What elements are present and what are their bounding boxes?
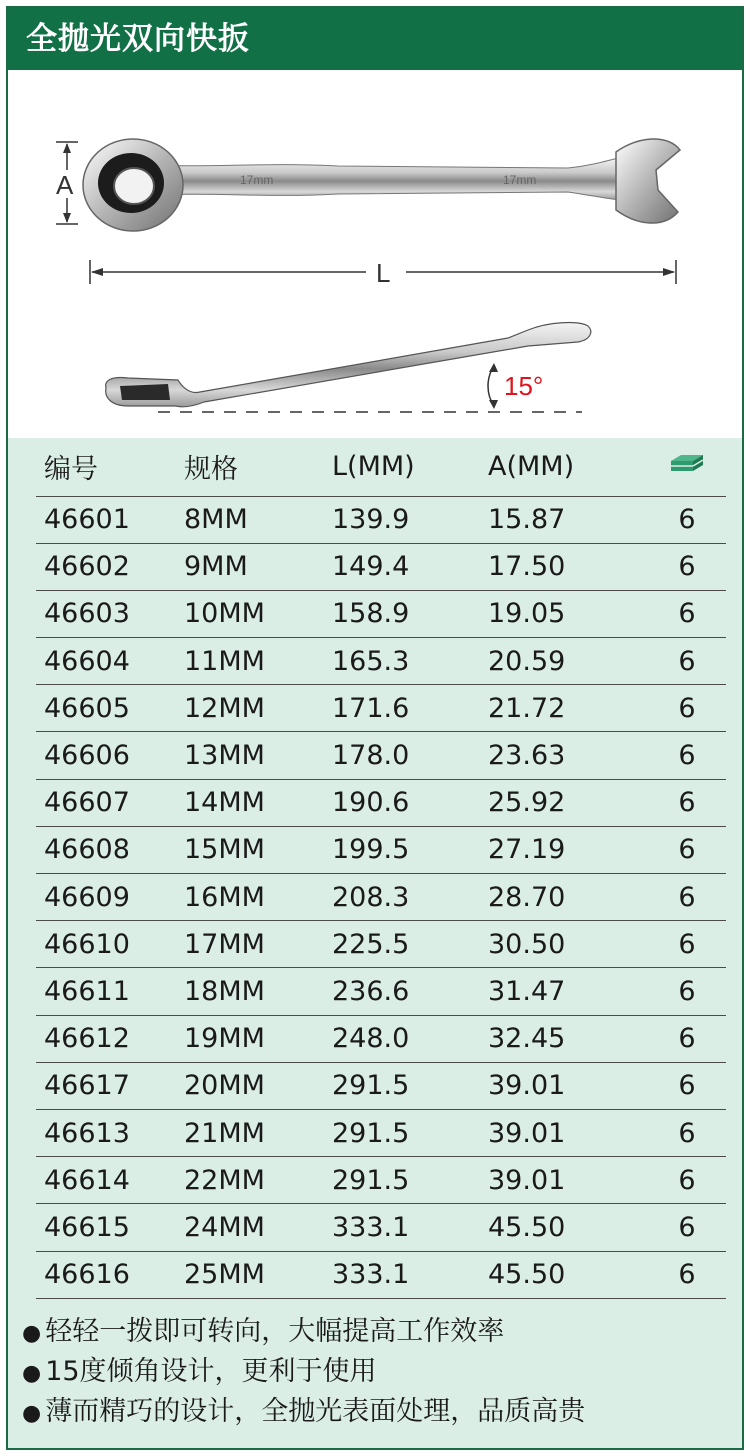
cell-length: 291.5 — [332, 1157, 488, 1204]
cell-pack-qty: 6 — [648, 638, 726, 685]
cell-code: 46603 — [36, 590, 184, 637]
cell-a: 25.92 — [488, 779, 648, 826]
page-title: 全抛光双向快扳 — [8, 8, 742, 70]
cell-length: 165.3 — [332, 638, 488, 685]
cell-code: 46601 — [36, 496, 184, 543]
cell-a: 39.01 — [488, 1062, 648, 1109]
cell-code: 46609 — [36, 874, 184, 921]
cell-pack-qty: 6 — [648, 1015, 726, 1062]
table-row — [36, 1157, 726, 1204]
cell-spec: 14MM — [184, 779, 332, 826]
cell-pack-qty: 6 — [648, 1109, 726, 1156]
table-row — [36, 1204, 726, 1251]
cell-length: 248.0 — [332, 1015, 488, 1062]
cell-spec: 19MM — [184, 1015, 332, 1062]
table-row — [36, 874, 726, 921]
feature-note — [22, 1392, 722, 1432]
cell-code: 46604 — [36, 638, 184, 685]
shank-marking-left: 17mm — [240, 173, 274, 187]
bullet-icon: ● — [22, 1401, 42, 1426]
cell-length: 208.3 — [332, 874, 488, 921]
cell-length: 190.6 — [332, 779, 488, 826]
cell-code: 46613 — [36, 1109, 184, 1156]
bullet-icon: ● — [22, 1321, 42, 1346]
cell-code: 46612 — [36, 1015, 184, 1062]
cell-pack-qty: 6 — [648, 968, 726, 1015]
cell-length: 291.5 — [332, 1062, 488, 1109]
cell-code: 46611 — [36, 968, 184, 1015]
stacked-box-icon — [667, 451, 707, 475]
header-code: 编号 — [36, 438, 184, 496]
cell-spec: 16MM — [184, 874, 332, 921]
cell-a: 32.45 — [488, 1015, 648, 1062]
table-row — [36, 638, 726, 685]
cell-pack-qty: 6 — [648, 543, 726, 590]
cell-a: 39.01 — [488, 1109, 648, 1156]
label-a: A — [56, 170, 74, 200]
feature-note — [22, 1312, 722, 1352]
feature-note-text: 轻轻一拨即可转向，大幅提高工作效率 — [45, 1316, 505, 1347]
cell-length: 158.9 — [332, 590, 488, 637]
cell-a: 17.50 — [488, 543, 648, 590]
cell-pack-qty: 6 — [648, 1062, 726, 1109]
header-a: A(MM) — [488, 438, 648, 496]
cell-pack-qty: 6 — [648, 496, 726, 543]
feature-note-text: 15度倾角设计，更利于使用 — [45, 1356, 377, 1387]
table-row — [36, 732, 726, 779]
cell-spec: 25MM — [184, 1251, 332, 1298]
cell-length: 236.6 — [332, 968, 488, 1015]
table-row — [36, 1015, 726, 1062]
cell-code: 46615 — [36, 1204, 184, 1251]
cell-a: 45.50 — [488, 1251, 648, 1298]
label-angle: 15° — [504, 371, 544, 401]
cell-length: 149.4 — [332, 543, 488, 590]
cell-code: 46617 — [36, 1062, 184, 1109]
cell-pack-qty: 6 — [648, 779, 726, 826]
cell-code: 46610 — [36, 921, 184, 968]
cell-a: 31.47 — [488, 968, 648, 1015]
spec-table — [36, 438, 726, 1299]
cell-spec: 11MM — [184, 638, 332, 685]
wrench-top-view — [83, 139, 680, 231]
table-row — [36, 968, 726, 1015]
cell-spec: 18MM — [184, 968, 332, 1015]
table-row — [36, 496, 726, 543]
cell-pack-qty: 6 — [648, 1204, 726, 1251]
cell-length: 171.6 — [332, 685, 488, 732]
cell-a: 20.59 — [488, 638, 648, 685]
dimension-l — [90, 258, 676, 288]
wrench-diagram — [8, 70, 742, 438]
cell-pack-qty: 6 — [648, 874, 726, 921]
table-row — [36, 1062, 726, 1109]
cell-pack-qty: 6 — [648, 685, 726, 732]
table-row — [36, 543, 726, 590]
feature-notes — [22, 1312, 722, 1432]
table-row — [36, 779, 726, 826]
cell-length: 333.1 — [332, 1251, 488, 1298]
table-row — [36, 921, 726, 968]
cell-code: 46616 — [36, 1251, 184, 1298]
cell-a: 23.63 — [488, 732, 648, 779]
cell-code: 46606 — [36, 732, 184, 779]
cell-spec: 10MM — [184, 590, 332, 637]
cell-length: 199.5 — [332, 826, 488, 873]
cell-length: 225.5 — [332, 921, 488, 968]
cell-length: 139.9 — [332, 496, 488, 543]
cell-spec: 20MM — [184, 1062, 332, 1109]
cell-pack-qty: 6 — [648, 1157, 726, 1204]
cell-spec: 8MM — [184, 496, 332, 543]
table-row — [36, 1251, 726, 1298]
product-drawing — [8, 70, 742, 438]
cell-spec: 17MM — [184, 921, 332, 968]
cell-spec: 24MM — [184, 1204, 332, 1251]
cell-pack-qty: 6 — [648, 732, 726, 779]
cell-pack-qty: 6 — [648, 826, 726, 873]
table-row — [36, 685, 726, 732]
feature-note — [22, 1352, 722, 1392]
cell-spec: 12MM — [184, 685, 332, 732]
cell-spec: 22MM — [184, 1157, 332, 1204]
cell-code: 46608 — [36, 826, 184, 873]
cell-length: 178.0 — [332, 732, 488, 779]
cell-pack-qty: 6 — [648, 590, 726, 637]
cell-spec: 21MM — [184, 1109, 332, 1156]
cell-code: 46605 — [36, 685, 184, 732]
header-spec: 规格 — [184, 438, 332, 496]
cell-pack-qty: 6 — [648, 921, 726, 968]
product-frame — [6, 6, 744, 1450]
cell-code: 46607 — [36, 779, 184, 826]
cell-a: 30.50 — [488, 921, 648, 968]
cell-a: 28.70 — [488, 874, 648, 921]
table-row — [36, 590, 726, 637]
cell-a: 15.87 — [488, 496, 648, 543]
cell-length: 291.5 — [332, 1109, 488, 1156]
cell-a: 19.05 — [488, 590, 648, 637]
header-pack — [648, 438, 726, 496]
table-row — [36, 826, 726, 873]
table-header-row — [36, 438, 726, 496]
table-row — [36, 1109, 726, 1156]
cell-spec: 15MM — [184, 826, 332, 873]
cell-a: 27.19 — [488, 826, 648, 873]
bullet-icon: ● — [22, 1361, 42, 1386]
label-l: L — [376, 258, 391, 288]
cell-a: 21.72 — [488, 685, 648, 732]
feature-note-text: 薄而精巧的设计，全抛光表面处理，品质高贵 — [45, 1396, 586, 1427]
header-length: L(MM) — [332, 438, 488, 496]
cell-code: 46602 — [36, 543, 184, 590]
cell-pack-qty: 6 — [648, 1251, 726, 1298]
cell-spec: 13MM — [184, 732, 332, 779]
cell-a: 39.01 — [488, 1157, 648, 1204]
cell-a: 45.50 — [488, 1204, 648, 1251]
cell-spec: 9MM — [184, 543, 332, 590]
cell-length: 333.1 — [332, 1204, 488, 1251]
dimension-a — [56, 142, 78, 224]
shank-marking-right: 17mm — [503, 173, 537, 187]
wrench-side-view — [106, 323, 591, 412]
cell-code: 46614 — [36, 1157, 184, 1204]
